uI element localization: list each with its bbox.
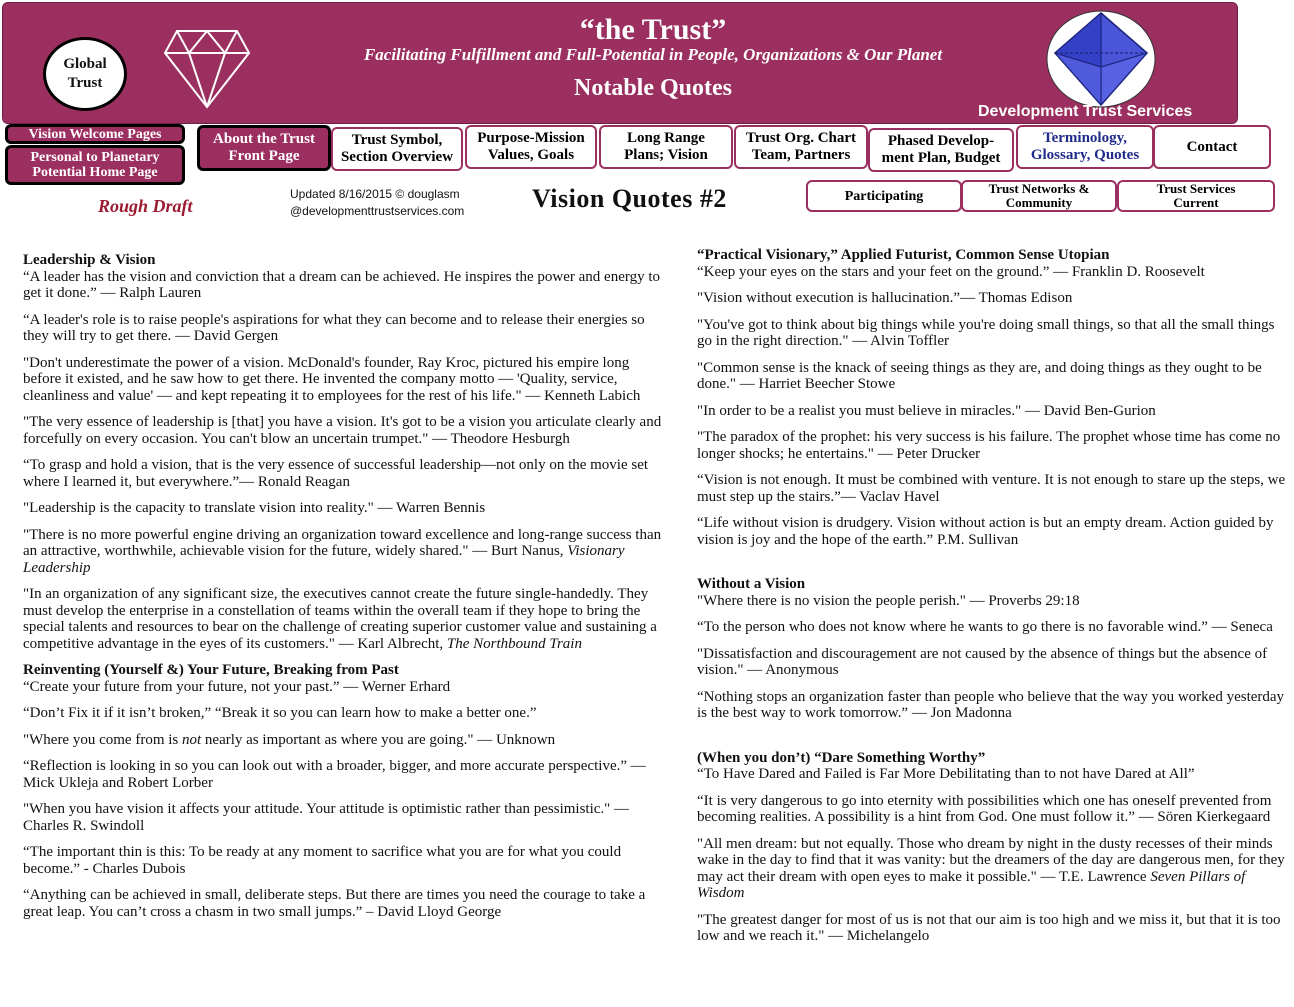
quote: “Vision is not enough. It must be combined with venture. It is not enough to stare up the steps, we must step up the stairs.”— Vaclav Havel xyxy=(697,472,1286,505)
nav-label: Trust Symbol, xyxy=(351,132,443,148)
nav-purpose[interactable] xyxy=(465,125,597,169)
quote-text: "Where you come from is xyxy=(23,731,182,748)
quote: "The greatest danger for most of us is not that our aim is too high and we miss it, but that it is too low and we reach it." — Michelangelo xyxy=(697,911,1281,944)
nav-symbol[interactable] xyxy=(331,127,463,171)
book-title: The Northbound Train xyxy=(446,635,582,652)
left-column xyxy=(23,248,663,930)
book-title: Visionary Leadership xyxy=(23,543,625,576)
section-heading: “Practical Visionary,” Applied Futurist, Common Sense Utopian xyxy=(697,247,1110,263)
quote: "The paradox of the prophet: his very success is his failure. The prophet whose time has come no longer shocks; he entertains." — Peter Drucker xyxy=(697,429,1281,462)
nav-terminology[interactable] xyxy=(1016,125,1154,169)
quote xyxy=(697,836,1287,902)
quote xyxy=(23,732,663,749)
quote: “Create your future from your future, not your past.” — Werner Erhard xyxy=(23,678,451,695)
quote: "When you have vision it affects your attitude. Your attitude is optimistic rather than pessimistic." — Charles R. Swindoll xyxy=(23,801,630,834)
quote: “To the person who does not know where he wants to go there is no favorable wind.” — Seneca xyxy=(697,619,1273,635)
nav-participating[interactable] xyxy=(806,180,962,212)
nav-label: Contact xyxy=(1186,138,1238,155)
quote: “Keep your eyes on the stars and your feet on the ground.” — Franklin D. Roosevelt xyxy=(697,263,1205,280)
nav-label: Front Page xyxy=(228,148,300,164)
quote: "You've got to think about big things while you're doing small things, so that all the small things go in the right direction." — Alvin Toffler xyxy=(697,316,1275,349)
nav-label: Glossary, Quotes xyxy=(1030,147,1140,163)
global-trust-logo[interactable] xyxy=(43,37,127,111)
section-heading: Leadership & Vision xyxy=(23,252,156,268)
quote: “To Have Dared and Failed is Far More Debilitating than to not have Dared at All” xyxy=(697,766,1195,782)
nav-services[interactable] xyxy=(1117,180,1275,212)
nav-label: Team, Partners xyxy=(751,147,851,163)
section-title: Notable Quotes xyxy=(574,75,732,101)
quote-text: "In an organization of any significant size, the executives cannot create the future single-handedly. They must develop the enterprise in a constellation of teams within the overall team if they hope to bring the special talents and resources to bear on the challenge of creating superior customer value and sustaining a competitive advantage in the eyes of its customers." — Karl Albrecht, xyxy=(23,586,657,652)
logo-line-1: Global xyxy=(63,56,107,72)
nav-label: Vision Welcome Pages xyxy=(28,126,162,142)
nav-networks[interactable] xyxy=(961,180,1117,212)
diamond-icon xyxy=(163,29,251,109)
nav-label: Participating xyxy=(844,188,924,204)
quote-text: "There is no more powerful engine driving an organization toward excellence and long-range success than an attractive, worthwhile, achievable vision for the future, widely shared." — Burt Nanus, xyxy=(23,526,662,559)
nav-label: Phased Develop- xyxy=(887,133,995,149)
quote-text: "All men dream: but not equally. Those who dream by night in the dusty recesses of their minds wake in the day to find that it was vanity: but the dreamers of the day are dangerous men, for they may act their dream with open eyes to make it possible." — T.E. Lawrence xyxy=(697,835,1285,885)
quote: "Common sense is the knack of seeing things as they are, and doing things as they ought to be done." — Harriet Beecher Stowe xyxy=(697,359,1262,392)
nav-phased[interactable] xyxy=(868,128,1014,172)
quote: “Anything can be achieved in small, deliberate steps. But there are times you need the courage to take a great leap. You can’t cross a chasm in two small jumps.” – David Lloyd George xyxy=(23,887,646,920)
quote: "Dissatisfaction and discouragement are not caused by the absence of things but the absence of vision." — Anonymous xyxy=(697,645,1268,678)
header-banner xyxy=(2,2,1238,124)
nav-label: Potential Home Page xyxy=(32,165,158,180)
quote: “A leader's role is to raise people's aspirations for what they can become and to release their energies so they will try to get there. — David Gergen xyxy=(23,311,645,344)
emphasis: not xyxy=(182,731,202,748)
logo-line-2: Trust xyxy=(67,75,103,91)
nav-label: Trust Services xyxy=(1156,181,1236,196)
quote: “Reflection is looking in so you can look out with a broader, bigger, and more accurate perspective.” — Mick Ukleja and Robert Lorber xyxy=(23,758,646,791)
updated-note xyxy=(290,186,464,220)
nav-label: Personal to Planetary xyxy=(30,150,160,165)
updated-line-1: Updated 8/16/2015 © douglasm xyxy=(290,187,460,201)
nav-about[interactable] xyxy=(197,125,331,171)
quote: “Nothing stops an organization faster than people who believe that the way you worked yesterday is the best way to work tomorrow.” — Jon Madonna xyxy=(697,688,1285,721)
nav-org-chart[interactable] xyxy=(734,125,868,169)
nav-label: Values, Goals xyxy=(487,147,575,163)
site-title: “the Trust” xyxy=(579,13,727,46)
quote xyxy=(23,527,663,577)
nav-label: Section Overview xyxy=(340,149,454,165)
quote-text: nearly as important as where you are going." — Unknown xyxy=(201,731,556,748)
nav-long-range[interactable] xyxy=(599,125,733,169)
quote: "Don't underestimate the power of a vision. McDonald's founder, Ray Kroc, pictured his empire long before it existed, and he saw how to get there. He invented the company motto — 'Quality, service, cleanliness and value' — and kept repeating it to employees for the rest of his life." — Kenneth Labich xyxy=(23,354,641,404)
quote xyxy=(23,586,663,652)
nav-label: Terminology, xyxy=(1042,130,1128,146)
quote: "Vision without execution is hallucination.”— Thomas Edison xyxy=(697,290,1073,306)
quote: “It is very dangerous to go into eternity with possibilities which one has oneself prevented from becoming realities. A possibility is a hint from God. One must follow it.” — Sören Kierkegaard xyxy=(697,792,1272,825)
nav-contact[interactable] xyxy=(1153,125,1271,169)
rough-draft-label: Rough Draft xyxy=(98,196,193,216)
section-heading: (When you don’t) “Dare Something Worthy” xyxy=(697,749,986,766)
quote: "In order to be a realist you must believe in miracles." — David Ben-Gurion xyxy=(697,402,1156,419)
nav-vision-welcome[interactable] xyxy=(5,124,185,144)
nav-label: Trust Org. Chart xyxy=(745,130,857,146)
nav-label: ment Plan, Budget xyxy=(881,150,1001,166)
org-name: Development Trust Services xyxy=(978,103,1193,120)
book-title: Seven Pillars of Wisdom xyxy=(697,868,1246,901)
nav-label: Plans; Vision xyxy=(624,147,708,163)
updated-line-2: @developmenttrustservices.com xyxy=(290,204,465,218)
quote: “Life without vision is drudgery. Vision without action is but an empty dream. Action guided by vision is joy and the hope of the earth.” P.M. Sullivan xyxy=(697,515,1274,548)
nav-label: Purpose-Mission xyxy=(477,130,585,146)
quote: "The very essence of leadership is [that] you have a vision. It's got to be a vision you articulate clearly and forcefully on every occasion. You can't blow an uncertain trumpet." — Theodore Hesburgh xyxy=(23,414,662,447)
tagline: Facilitating Fulfillment and Full-Potential in People, Organizations & Our Planet xyxy=(363,45,943,64)
octahedron-icon xyxy=(1045,9,1157,109)
quote: “A leader has the vision and conviction that a dream can be achieved. He inspires the power and energy to get it done.” — Ralph Lauren xyxy=(23,268,660,301)
section-heading: Reinventing (Yourself &) Your Future, Breaking from Past xyxy=(23,662,399,678)
quote: “To grasp and hold a vision, that is the very essence of successful leadership—not only on the movie set where I learned it, but everywhere.”— Ronald Reagan xyxy=(23,457,649,490)
quote: “The important thin is this: To be ready at any moment to sacrifice what you are for what you could become.” - Charles Dubois xyxy=(23,844,622,877)
nav-label: Long Range xyxy=(627,130,705,146)
nav-label: Community xyxy=(1005,195,1073,210)
quote: "Where there is no vision the people perish." — Proverbs 29:18 xyxy=(697,592,1080,609)
nav-label: Trust Networks & xyxy=(988,181,1090,196)
page-title: Vision Quotes #2 xyxy=(532,184,727,213)
section-heading: Without a Vision xyxy=(697,576,806,592)
nav-label: About the Trust xyxy=(213,131,315,147)
quote: “Don’t Fix it if it isn’t broken,” “Break it so you can learn how to make a better one.” xyxy=(23,705,537,721)
quote: "Leadership is the capacity to translate vision into reality." — Warren Bennis xyxy=(23,500,486,516)
nav-personal-planetary[interactable] xyxy=(5,145,185,185)
right-column xyxy=(697,243,1287,955)
nav-label: Current xyxy=(1173,195,1219,210)
